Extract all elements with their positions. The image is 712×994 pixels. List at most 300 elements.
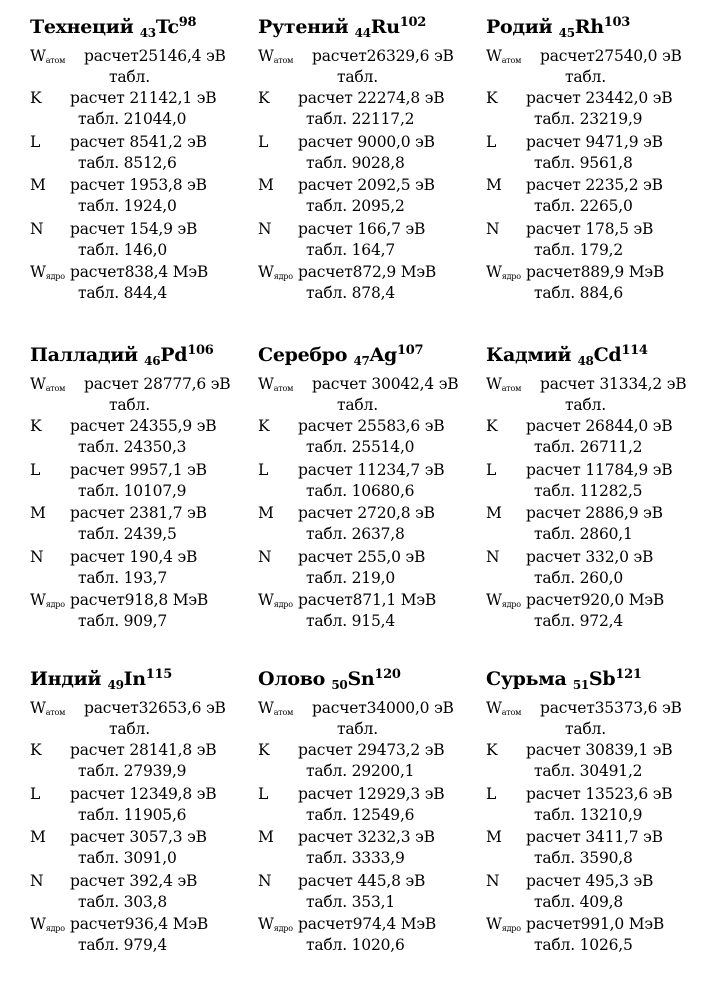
table-value: табл. 22117,2 xyxy=(306,110,415,128)
energy-row xyxy=(486,88,706,132)
element-title xyxy=(486,8,706,46)
energy-row xyxy=(30,88,250,132)
label-symbol: L xyxy=(486,784,497,803)
element-symbol: Pd xyxy=(160,344,188,366)
table-value: табл. xyxy=(337,68,378,86)
atomic-number: 45 xyxy=(558,26,575,40)
calc-value: расчет991,0 МэВ xyxy=(526,915,665,934)
label-symbol: K xyxy=(486,741,498,759)
calc-value: расчет871,1 МэВ xyxy=(298,591,437,610)
energy-row xyxy=(486,590,706,634)
table-value: табл. 972,4 xyxy=(534,612,624,631)
calc-value: расчет 2235,2 эВ xyxy=(526,176,663,195)
label-subscript: атом xyxy=(501,708,522,717)
label-subscript: атом xyxy=(45,708,66,717)
calc-value: расчет 22274,8 эВ xyxy=(298,89,445,107)
table-value: табл. 146,0 xyxy=(78,240,168,259)
calc-value: расчет 26844,0 эВ xyxy=(526,417,673,435)
mass-number: 114 xyxy=(621,343,648,358)
energy-row xyxy=(486,262,706,306)
energy-row xyxy=(258,547,478,591)
energy-label xyxy=(486,590,521,610)
energy-label xyxy=(30,784,40,804)
energy-label xyxy=(258,503,274,523)
label-subscript: атом xyxy=(45,384,66,393)
calc-value: расчет 3057,3 эВ xyxy=(70,828,207,847)
element-title xyxy=(258,660,478,698)
label-symbol: W xyxy=(258,263,274,282)
label-subscript: атом xyxy=(273,384,294,393)
calc-value: расчет34000,0 эВ xyxy=(312,699,454,717)
element-title xyxy=(486,660,706,698)
element-title xyxy=(30,660,250,698)
label-subscript: ядро xyxy=(273,600,293,610)
calc-value: расчет 166,7 эВ xyxy=(298,219,426,238)
energy-label xyxy=(486,374,521,394)
calc-value: расчет872,9 МэВ xyxy=(298,263,437,282)
label-subscript: ядро xyxy=(273,272,293,282)
mass-number: 115 xyxy=(145,667,173,682)
energy-label xyxy=(258,46,293,66)
mass-number: 103 xyxy=(603,15,631,30)
calc-value: расчет 12929,3 эВ xyxy=(298,784,445,803)
label-subscript: ядро xyxy=(501,924,521,934)
element-name: Индий xyxy=(30,668,102,690)
energy-row xyxy=(486,784,706,828)
label-symbol: W xyxy=(486,263,502,282)
table-value: табл. 27939,9 xyxy=(78,762,187,780)
energy-label xyxy=(30,503,46,523)
energy-row xyxy=(30,219,250,263)
label-symbol: W xyxy=(30,915,46,934)
energy-row xyxy=(258,132,478,176)
energy-row xyxy=(258,46,478,88)
table-value: табл. xyxy=(565,396,606,414)
energy-label xyxy=(258,460,268,480)
label-symbol: M xyxy=(258,828,274,847)
table-value: табл. 2637,8 xyxy=(306,525,405,544)
calc-value: расчет 30839,1 эВ xyxy=(526,741,673,759)
table-value: табл. 3333,9 xyxy=(306,849,405,868)
label-symbol: W xyxy=(30,263,46,282)
table-value: табл. 9561,8 xyxy=(534,153,633,172)
calc-value: расчет 2720,8 эВ xyxy=(298,504,435,523)
energy-row xyxy=(486,871,706,915)
label-subscript: ядро xyxy=(273,924,293,934)
label-symbol: L xyxy=(30,132,41,151)
label-symbol: N xyxy=(258,871,272,890)
energy-row xyxy=(258,175,478,219)
energy-label xyxy=(30,460,40,480)
label-symbol: N xyxy=(486,871,500,890)
element-symbol: Rh xyxy=(574,16,604,38)
label-symbol: W xyxy=(486,591,502,610)
element-title xyxy=(258,8,478,46)
table-value: табл. 884,6 xyxy=(534,284,624,303)
energy-row xyxy=(258,219,478,263)
energy-label xyxy=(30,219,43,239)
element-name: Серебро xyxy=(258,344,348,366)
element-name: Кадмий xyxy=(486,344,572,366)
element-symbol: Sb xyxy=(588,668,616,690)
table-value: табл. 915,4 xyxy=(306,612,396,631)
energy-label xyxy=(30,416,41,436)
calc-value: расчет 392,4 эВ xyxy=(70,871,198,890)
element-block xyxy=(30,660,250,958)
element-name: Палладий xyxy=(30,344,138,366)
energy-label xyxy=(258,262,293,282)
table-value: табл. 23219,9 xyxy=(534,110,643,128)
calc-value: расчет26329,6 эВ xyxy=(312,47,454,65)
mass-number: 107 xyxy=(397,343,424,358)
energy-row xyxy=(30,175,250,219)
energy-row xyxy=(258,503,478,547)
energy-row xyxy=(486,740,706,784)
table-value: табл. 878,4 xyxy=(306,284,396,303)
element-name: Рутений xyxy=(258,16,349,38)
label-symbol: L xyxy=(258,460,269,479)
energy-row xyxy=(30,262,250,306)
calc-value: расчет 3232,3 эВ xyxy=(298,828,435,847)
element-symbol: In xyxy=(123,668,146,690)
energy-row xyxy=(486,46,706,88)
element-name: Олово xyxy=(258,668,325,690)
energy-row xyxy=(258,374,478,416)
energy-row xyxy=(258,827,478,871)
table-value: табл. 2265,0 xyxy=(534,197,633,216)
energy-label xyxy=(30,46,65,66)
energy-row xyxy=(258,88,478,132)
table-value: табл. 10107,9 xyxy=(78,481,187,500)
label-symbol: L xyxy=(30,460,41,479)
atomic-number: 48 xyxy=(577,354,594,368)
energy-row xyxy=(30,698,250,740)
label-symbol: L xyxy=(30,784,41,803)
element-title xyxy=(30,8,250,46)
label-symbol: L xyxy=(486,460,497,479)
table-value: табл. xyxy=(109,68,150,86)
label-subscript: атом xyxy=(273,708,294,717)
element-title xyxy=(258,336,478,374)
element-symbol: Ag xyxy=(369,344,397,366)
label-symbol: K xyxy=(486,89,498,107)
calc-value: расчет 31334,2 эВ xyxy=(540,375,687,393)
label-symbol: W xyxy=(258,591,274,610)
table-value: табл. 193,7 xyxy=(78,568,168,587)
element-name: Родий xyxy=(486,16,553,38)
calc-value: расчет 21142,1 эВ xyxy=(70,89,217,107)
calc-value: расчет889,9 МэВ xyxy=(526,263,665,282)
energy-row xyxy=(258,460,478,504)
energy-label xyxy=(486,547,499,567)
element-title xyxy=(30,336,250,374)
label-symbol: L xyxy=(258,784,269,803)
calc-value: расчет 178,5 эВ xyxy=(526,219,654,238)
label-symbol: N xyxy=(486,547,500,566)
energy-row xyxy=(486,914,706,958)
table-value: табл. xyxy=(337,720,378,738)
calc-value: расчет 9000,0 эВ xyxy=(298,132,435,151)
label-subscript: ядро xyxy=(45,600,65,610)
energy-label xyxy=(258,374,293,394)
calc-value: расчет 12349,8 эВ xyxy=(70,784,217,803)
energy-label xyxy=(486,460,496,480)
energy-label xyxy=(486,784,496,804)
energy-row xyxy=(486,416,706,460)
energy-label xyxy=(30,374,65,394)
calc-value: расчет 11234,7 эВ xyxy=(298,460,445,479)
energy-row xyxy=(486,374,706,416)
calc-value: расчет27540,0 эВ xyxy=(540,47,682,65)
energy-row xyxy=(30,132,250,176)
table-value: табл. 3091,0 xyxy=(78,849,177,868)
calc-value: расчет35373,6 эВ xyxy=(540,699,682,717)
element-symbol: Ru xyxy=(370,16,400,38)
mass-number: 102 xyxy=(399,15,427,30)
table-value: табл. 303,8 xyxy=(78,892,168,911)
table-value: табл. 2860,1 xyxy=(534,525,633,544)
table-value: табл. 13210,9 xyxy=(534,805,643,824)
calc-value: расчет 28777,6 эВ xyxy=(84,375,231,393)
calc-value: расчет 154,9 эВ xyxy=(70,219,198,238)
energy-label xyxy=(486,88,497,108)
calc-value: расчет 9471,9 эВ xyxy=(526,132,663,151)
energy-label xyxy=(258,871,271,891)
label-symbol: K xyxy=(258,417,270,435)
element-block xyxy=(30,8,250,306)
energy-row xyxy=(486,460,706,504)
energy-label xyxy=(486,132,496,152)
calc-value: расчет 1953,8 эВ xyxy=(70,176,207,195)
calc-value: расчет 2381,7 эВ xyxy=(70,504,207,523)
label-symbol: M xyxy=(258,176,274,195)
label-symbol: W xyxy=(486,699,502,717)
calc-value: расчет 23442,0 эВ xyxy=(526,89,673,107)
label-symbol: M xyxy=(486,176,502,195)
table-value: табл. 1020,6 xyxy=(306,936,405,955)
table-value: табл. 12549,6 xyxy=(306,805,415,824)
energy-row xyxy=(258,740,478,784)
table-value: табл. 26711,2 xyxy=(534,438,643,456)
table-value: табл. 1924,0 xyxy=(78,197,177,216)
mass-number: 106 xyxy=(187,343,214,358)
energy-label xyxy=(486,698,521,718)
table-value: табл. 11905,6 xyxy=(78,805,187,824)
mass-number: 121 xyxy=(615,667,642,682)
energy-label xyxy=(258,698,293,718)
table-value: табл. xyxy=(109,720,150,738)
energy-label xyxy=(258,175,274,195)
energy-label xyxy=(30,740,41,760)
energy-label xyxy=(30,914,65,934)
calc-value: расчет 9957,1 эВ xyxy=(70,460,207,479)
atomic-number: 50 xyxy=(331,678,348,692)
label-symbol: M xyxy=(486,828,502,847)
calc-value: расчет918,8 МэВ xyxy=(70,591,209,610)
table-value: табл. 21044,0 xyxy=(78,110,187,128)
label-symbol: N xyxy=(30,547,44,566)
element-symbol: Sn xyxy=(347,668,375,690)
energy-row xyxy=(30,740,250,784)
label-subscript: ядро xyxy=(501,272,521,282)
energy-label xyxy=(258,547,271,567)
energy-row xyxy=(30,914,250,958)
energy-row xyxy=(30,503,250,547)
label-symbol: M xyxy=(30,504,46,523)
energy-label xyxy=(486,740,497,760)
element-block xyxy=(258,660,478,958)
label-symbol: W xyxy=(30,591,46,610)
atomic-number: 44 xyxy=(354,26,371,40)
energy-row xyxy=(258,784,478,828)
energy-label xyxy=(258,590,293,610)
label-symbol: N xyxy=(30,871,44,890)
energy-label xyxy=(258,88,269,108)
calc-value: расчет 28141,8 эВ xyxy=(70,741,217,759)
table-value: табл. 8512,6 xyxy=(78,153,177,172)
calc-value: расчет 11784,9 эВ xyxy=(526,460,673,479)
table-value: табл. 1026,5 xyxy=(534,936,633,955)
table-value: табл. 353,1 xyxy=(306,892,396,911)
element-block xyxy=(486,660,706,958)
label-symbol: K xyxy=(486,417,498,435)
energy-row xyxy=(30,827,250,871)
energy-row xyxy=(486,547,706,591)
label-subscript: атом xyxy=(45,56,66,65)
mass-number: 120 xyxy=(374,667,401,682)
energy-row xyxy=(30,460,250,504)
calc-value: расчет 495,3 эВ xyxy=(526,871,654,890)
atomic-number: 47 xyxy=(353,354,370,368)
label-subscript: ядро xyxy=(501,600,521,610)
table-value: табл. xyxy=(337,396,378,414)
table-value: табл. 3590,8 xyxy=(534,849,633,868)
table-value: табл. 164,7 xyxy=(306,240,396,259)
table-value: табл. 30491,2 xyxy=(534,762,643,780)
energy-label xyxy=(258,219,271,239)
energy-label xyxy=(30,698,65,718)
calc-value: расчет974,4 МэВ xyxy=(298,915,437,934)
mass-number: 98 xyxy=(178,15,197,30)
calc-value: расчет 332,0 эВ xyxy=(526,547,654,566)
label-symbol: L xyxy=(258,132,269,151)
calc-value: расчет32653,6 эВ xyxy=(84,699,226,717)
label-symbol: L xyxy=(486,132,497,151)
label-symbol: N xyxy=(258,547,272,566)
energy-label xyxy=(258,914,293,934)
energy-label xyxy=(30,262,65,282)
calc-value: расчет 445,8 эВ xyxy=(298,871,426,890)
element-block xyxy=(486,8,706,306)
calc-value: расчет 8541,2 эВ xyxy=(70,132,207,151)
energy-row xyxy=(30,416,250,460)
label-symbol: N xyxy=(30,219,44,238)
label-symbol: M xyxy=(30,828,46,847)
energy-label xyxy=(486,827,502,847)
label-symbol: W xyxy=(258,47,274,65)
energy-row xyxy=(30,590,250,634)
element-symbol: Cd xyxy=(593,344,622,366)
table-value: табл. 25514,0 xyxy=(306,438,415,456)
table-value: табл. xyxy=(565,68,606,86)
label-symbol: N xyxy=(258,219,272,238)
energy-row xyxy=(486,175,706,219)
element-title xyxy=(486,336,706,374)
energy-row xyxy=(486,698,706,740)
energy-label xyxy=(258,827,274,847)
label-symbol: W xyxy=(486,375,502,393)
energy-label xyxy=(30,590,65,610)
label-symbol: W xyxy=(258,915,274,934)
label-subscript: атом xyxy=(273,56,294,65)
element-name: Сурьма xyxy=(486,668,567,690)
element-block xyxy=(486,336,706,634)
label-symbol: N xyxy=(486,219,500,238)
energy-label xyxy=(486,175,502,195)
energy-label xyxy=(486,914,521,934)
energy-row xyxy=(30,374,250,416)
calc-value: расчет 3411,7 эВ xyxy=(526,828,663,847)
calc-value: расчет 29473,2 эВ xyxy=(298,741,445,759)
table-value: табл. 2439,5 xyxy=(78,525,177,544)
table-value: табл. 979,4 xyxy=(78,936,168,955)
energy-row xyxy=(258,590,478,634)
atomic-number: 51 xyxy=(572,678,589,692)
energy-label xyxy=(30,132,40,152)
table-value: табл. 409,8 xyxy=(534,892,624,911)
label-symbol: W xyxy=(258,375,274,393)
label-subscript: атом xyxy=(501,384,522,393)
atomic-number: 49 xyxy=(107,678,124,692)
table-value: табл. 24350,3 xyxy=(78,438,187,456)
energy-label xyxy=(30,871,43,891)
table-value: табл. 179,2 xyxy=(534,240,624,259)
label-subscript: ядро xyxy=(45,924,65,934)
atomic-number: 46 xyxy=(144,354,161,368)
label-symbol: W xyxy=(30,47,46,65)
table-value: табл. 260,0 xyxy=(534,568,624,587)
energy-label xyxy=(486,219,499,239)
label-symbol: W xyxy=(486,47,502,65)
label-symbol: K xyxy=(258,89,270,107)
element-block xyxy=(30,336,250,634)
energy-label xyxy=(30,88,41,108)
calc-value: расчет936,4 МэВ xyxy=(70,915,209,934)
energy-label xyxy=(486,262,521,282)
table-value: табл. 909,7 xyxy=(78,612,168,631)
calc-value: расчет 13523,6 эВ xyxy=(526,784,673,803)
label-symbol: W xyxy=(30,699,46,717)
label-symbol: K xyxy=(30,417,42,435)
calc-value: расчет838,4 МэВ xyxy=(70,263,209,282)
table-value: табл. xyxy=(565,720,606,738)
energy-row xyxy=(258,698,478,740)
energy-row xyxy=(30,871,250,915)
energy-row xyxy=(258,871,478,915)
label-subscript: ядро xyxy=(45,272,65,282)
label-symbol: W xyxy=(30,375,46,393)
energy-row xyxy=(30,46,250,88)
calc-value: расчет 25583,6 эВ xyxy=(298,417,445,435)
energy-label xyxy=(486,46,521,66)
calc-value: расчет 24355,9 эВ xyxy=(70,417,217,435)
table-value: табл. 2095,2 xyxy=(306,197,405,216)
label-symbol: K xyxy=(258,741,270,759)
table-value: табл. 10680,6 xyxy=(306,481,415,500)
calc-value: расчет25146,4 эВ xyxy=(84,47,226,65)
table-value: табл. 29200,1 xyxy=(306,762,415,780)
calc-value: расчет 2092,5 эВ xyxy=(298,176,435,195)
